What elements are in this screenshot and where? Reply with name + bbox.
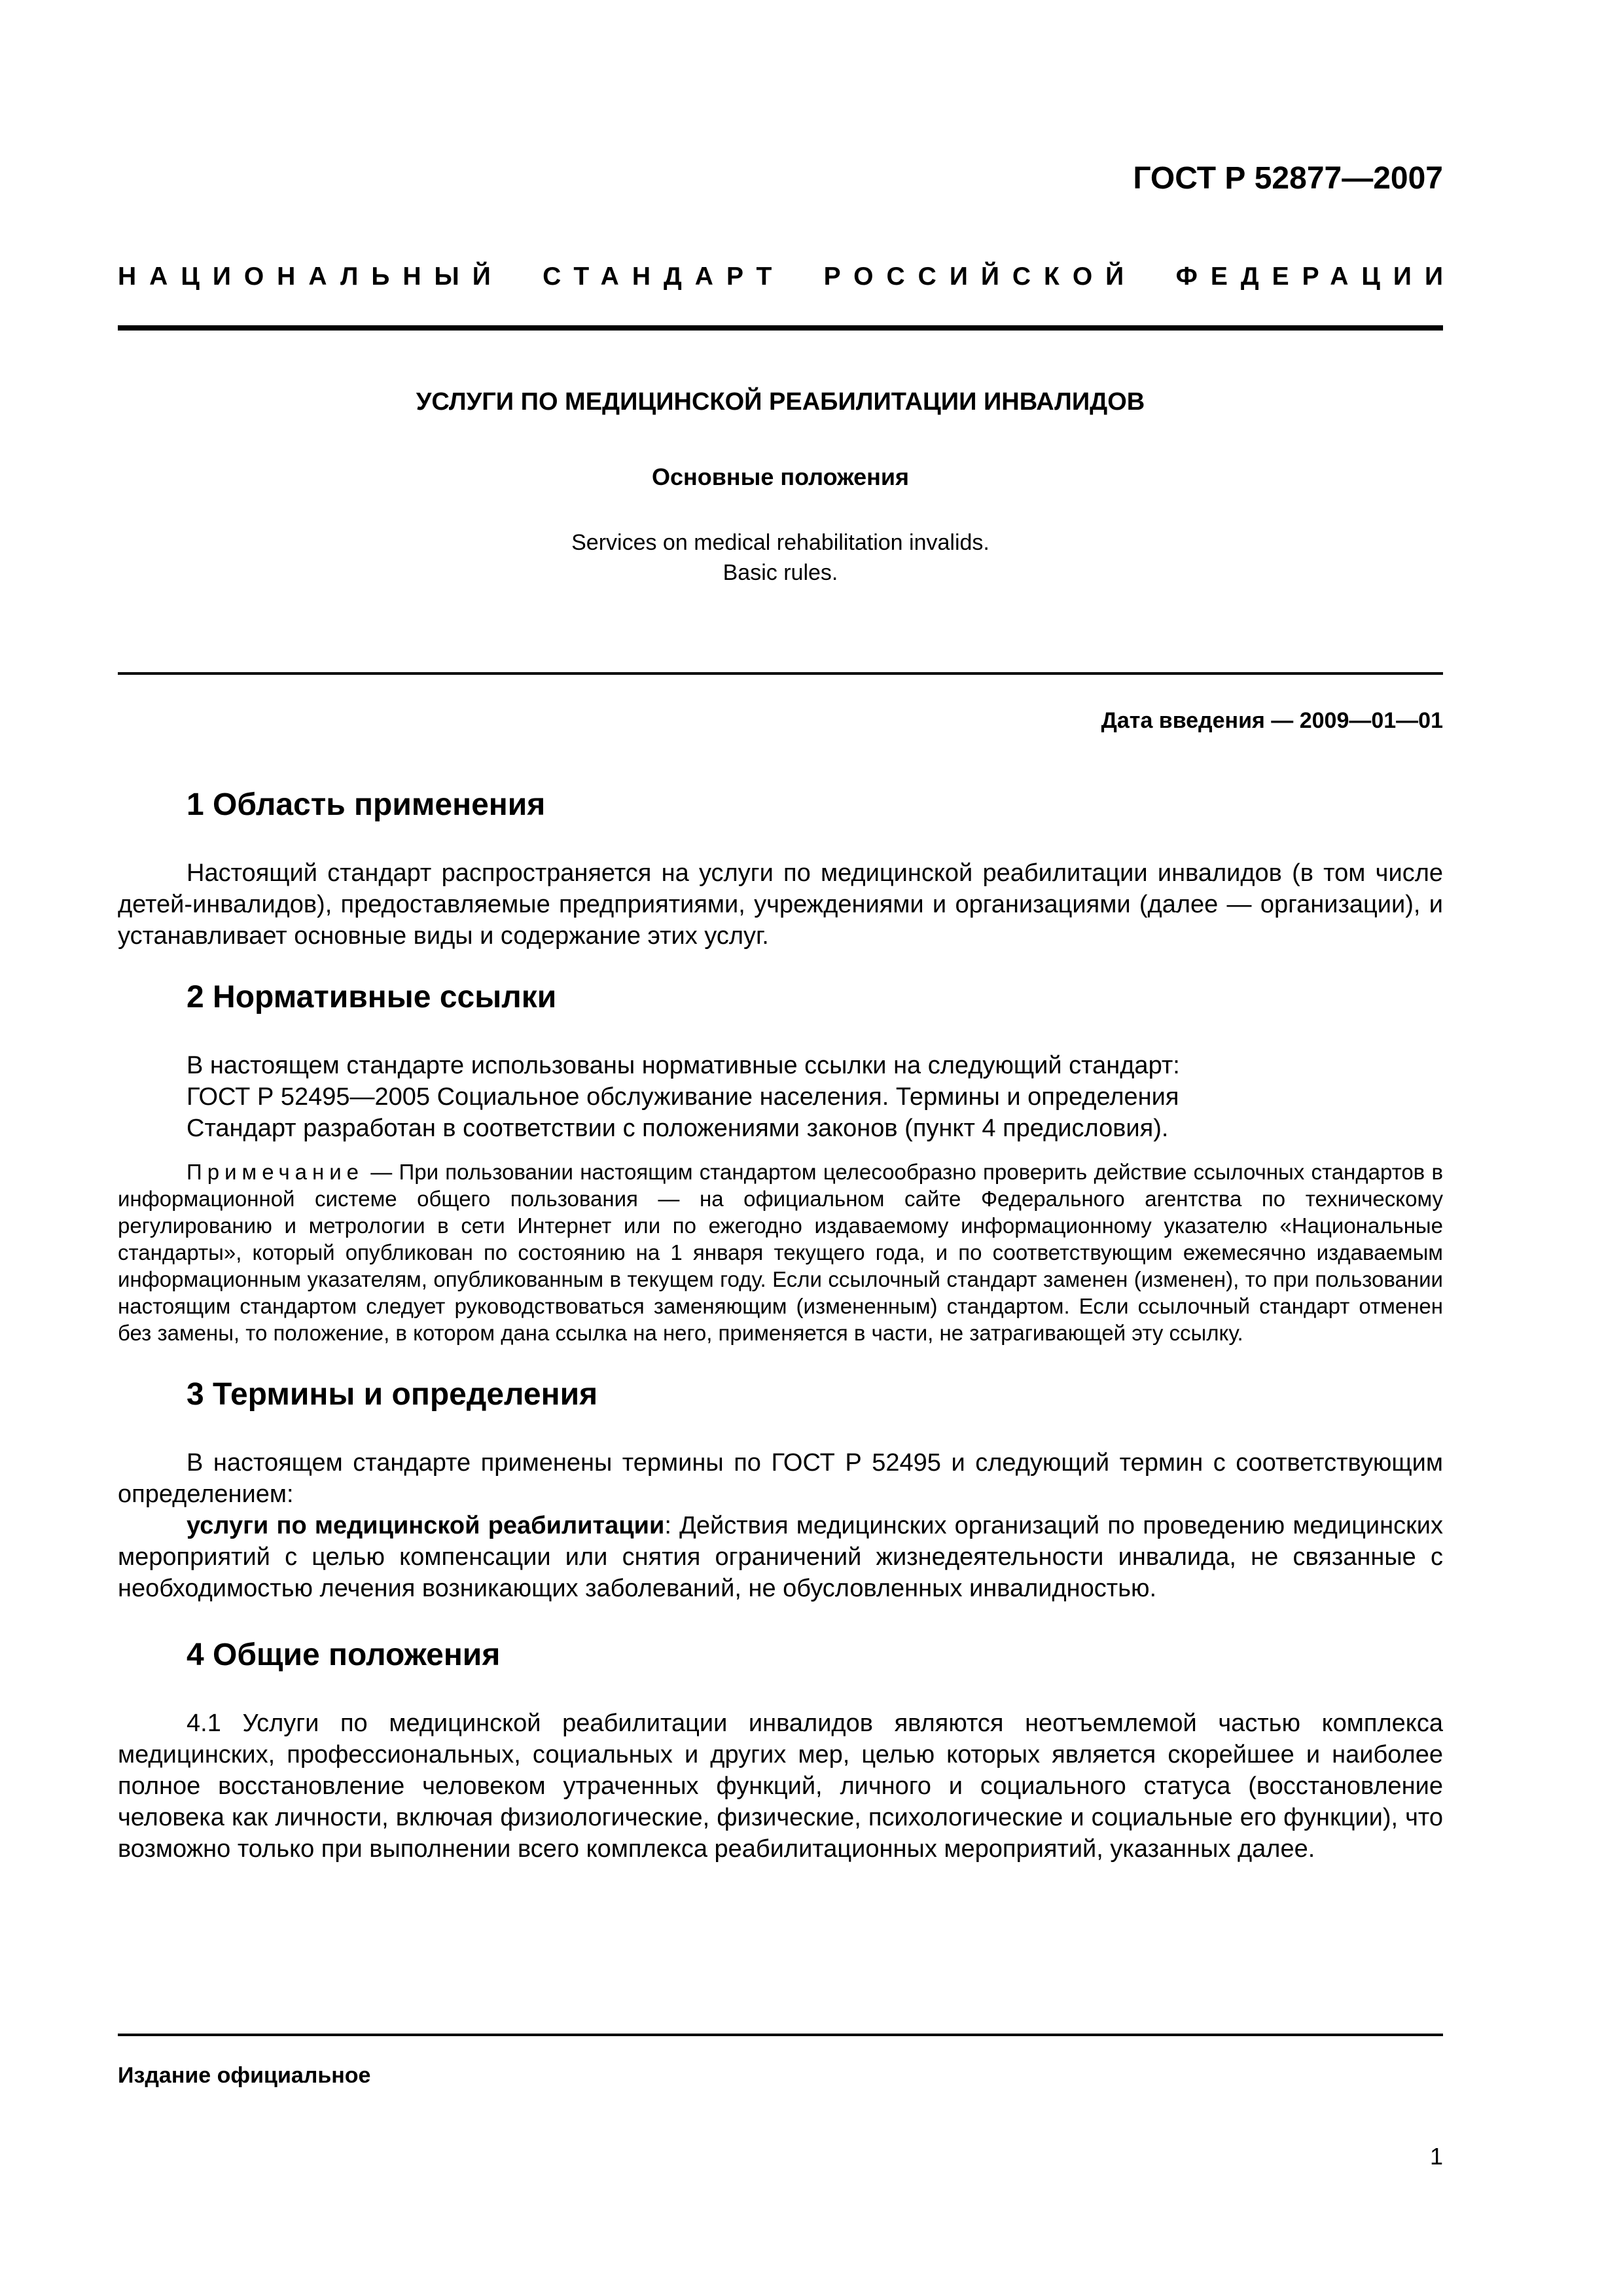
term-definition (118, 1510, 1443, 1604)
reference-line: В настоящем стандарте использованы нормативные ссылки на следующий стандарт: (187, 1052, 1180, 1079)
document-page (118, 0, 1456, 2296)
title-block (118, 386, 1443, 588)
section-heading: 1 Область применения (187, 787, 546, 822)
normative-references (118, 1050, 1443, 1144)
note-label: Примечание (187, 1160, 365, 1184)
banner-word: ФЕДЕРАЦИИ (1175, 262, 1456, 291)
reference-line: ГОСТ Р 52495—2005 Социальное обслуживание населения. Термины и определения (187, 1083, 1179, 1111)
section-heading: 2 Нормативные ссылки (187, 980, 557, 1014)
document-title: УСЛУГИ ПО МЕДИЦИНСКОЙ РЕАБИЛИТАЦИИ ИНВАЛИДОВ (416, 388, 1145, 416)
english-title (118, 528, 1443, 588)
standard-designation: ГОСТ Р 52877—2007 (1133, 161, 1443, 196)
section-paragraph: В настоящем стандарте применены термины по ГОСТ Р 52495 и следующий термин с соответствующим определением: (118, 1449, 1443, 1508)
page-number: 1 (1429, 2143, 1443, 2170)
note-text: — При пользовании настоящим стандартом целесообразно проверить действие ссылочных стандартов в информационной системе общего пользования — на официальном сайте Федерального агентства по техническому регулированию и метрологии в сети Интернет или по ежегодно издаваемому информационному указателю «Национальные стандарты», который опубликован по состоянию на 1 января текущего года, и по соответствующим ежемесячно издаваемым информационным указателям, опубликованным в текущем году. Если ссылочный стандарт заменен (изменен), то при пользовании настоящим стандартом следует руководствоваться заменяющим (измененным) стандартом. Если ссылочный стандарт отменен без замены, то положение, в котором дана ссылка на него, применяется в части, не затрагивающей эту ссылку. (118, 1160, 1443, 1345)
section-heading: 4 Общие положения (187, 1638, 501, 1672)
banner-word: РОССИЙСКОЙ (823, 262, 1137, 291)
footer-rule (118, 2034, 1443, 2036)
document-body (118, 785, 1443, 1865)
english-title-line: Services on medical rehabilitation invalids. (571, 530, 990, 555)
section-paragraph: 4.1 Услуги по медицинской реабилитации инвалидов являются неотъемлемой частью комплекса медицинских, профессиональных, социальных и других мер, целью которых является скорейшее и наиболее полное восстановление человеком утраченных функций, личного и социального статуса (восстановление человека как личности, включая физиологические, физические, психологические и социальные его функции), что возможно только при выполнении всего комплекса реабилитационных мероприятий, указанных далее. (118, 1710, 1443, 1863)
introduction-date: Дата введения — 2009—01—01 (1101, 708, 1443, 733)
header-rule (118, 325, 1443, 331)
definition: : Действия медицинских организаций по проведению медицинских мероприятий с целью компенсации или снятия ограничений жизнедеятельности инвалида, не связанные с необходимостью лечения возникающих заболеваний, не обусловленных инвалидностью. (118, 1512, 1443, 1602)
english-title-line: Basic rules. (722, 560, 838, 585)
section-heading: 3 Термины и определения (187, 1377, 598, 1412)
banner-word: НАЦИОНАЛЬНЫЙ (118, 262, 504, 291)
term: услуги по медицинской реабилитации (187, 1512, 665, 1539)
section-paragraph: Настоящий стандарт распространяется на услуги по медицинской реабилитации инвалидов (в том числе детей-инвалидов), предоставляемые предприятиями, учреждениями и организациями (далее — организации), и устанавливает основные виды и содержание этих услуг. (118, 859, 1443, 950)
title-rule (118, 672, 1443, 675)
national-standard-banner (118, 260, 1456, 293)
document-subtitle: Основные положения (651, 463, 910, 490)
reference-line: Стандарт разработан в соответствии с положениями законов (пункт 4 предисловия). (187, 1115, 1169, 1142)
banner-word: СТАНДАРТ (543, 262, 785, 291)
note-paragraph (118, 1158, 1443, 1346)
official-edition-label: Издание официальное (118, 2063, 371, 2088)
